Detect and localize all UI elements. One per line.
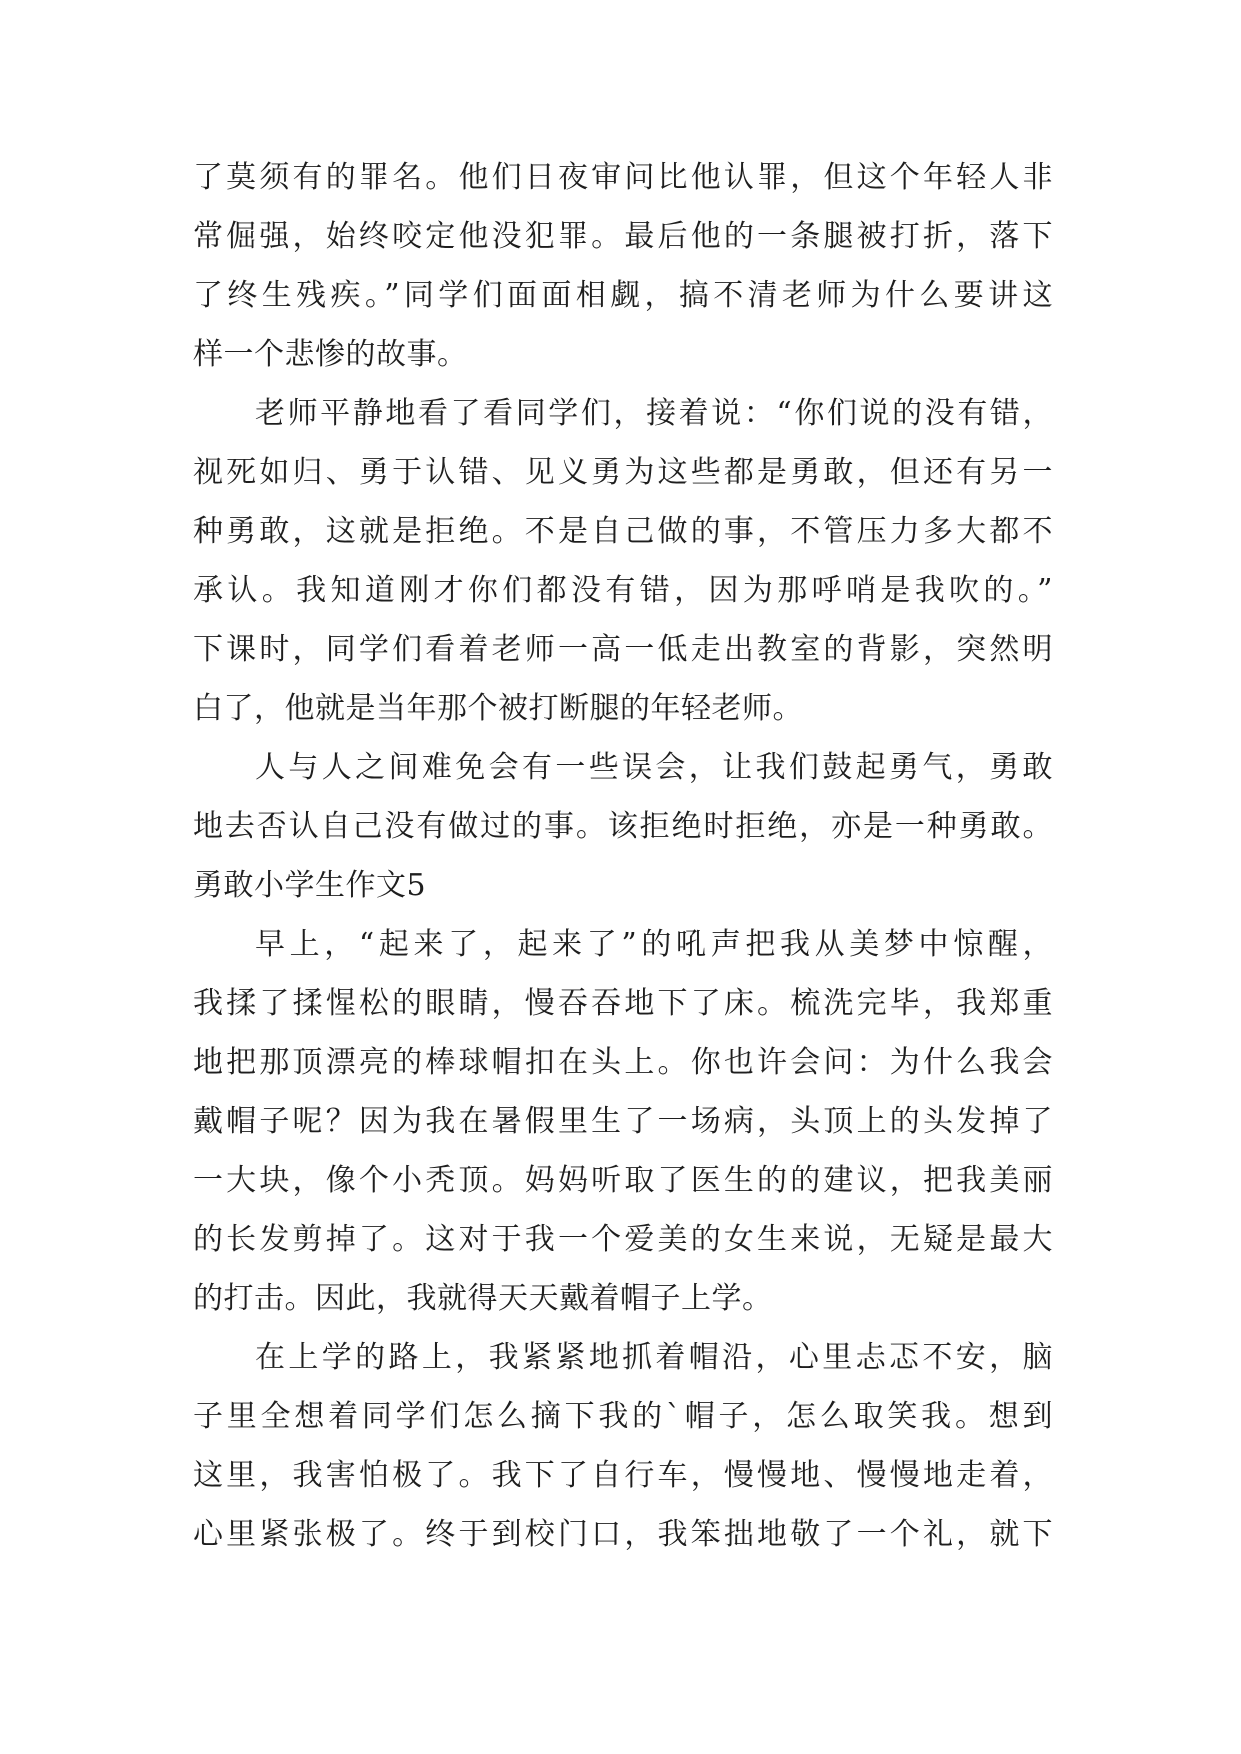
text-line: 人与人之间难免会有一些误会，让我们鼓起勇气，勇敢 xyxy=(255,750,1053,785)
text-line: 样一个悲惨的故事。 xyxy=(193,337,468,372)
text-line: 这里，我害怕极了。我下了自行车，慢慢地、慢慢地走着， xyxy=(193,1458,1053,1493)
text-line: 的长发剪掉了。这对于我一个爱美的女生来说，无疑是最大 xyxy=(193,1222,1053,1257)
body-text xyxy=(193,148,1053,1564)
section-heading: 勇敢小学生作文5 xyxy=(193,868,427,903)
text-line: 白了，他就是当年那个被打断腿的年轻老师。 xyxy=(193,691,803,726)
text-line: 种勇敢，这就是拒绝。不是自己做的事，不管压力多大都不 xyxy=(193,514,1053,549)
text-line: 承认。我知道刚才你们都没有错，因为那呼哨是我吹的。” xyxy=(193,573,1053,608)
text-line: 地把那顶漂亮的棒球帽扣在头上。你也许会问：为什么我会 xyxy=(193,1045,1053,1080)
text-line: 常倔强，始终咬定他没犯罪。最后他的一条腿被打折，落下 xyxy=(193,219,1053,254)
text-line: 老师平静地看了看同学们，接着说：“你们说的没有错， xyxy=(255,396,1053,431)
text-line: 下课时，同学们看着老师一高一低走出教室的背影，突然明 xyxy=(193,632,1053,667)
text-line: 我揉了揉惺松的眼睛，慢吞吞地下了床。梳洗完毕，我郑重 xyxy=(193,986,1053,1021)
text-line: 子里全想着同学们怎么摘下我的`帽子，怎么取笑我。想到 xyxy=(193,1399,1053,1434)
text-line: 在上学的路上，我紧紧地抓着帽沿，心里忐忑不安，脑 xyxy=(255,1340,1053,1375)
text-line: 早上，“起来了，起来了”的吼声把我从美梦中惊醒， xyxy=(255,927,1053,962)
text-line: 心里紧张极了。终于到校门口，我笨拙地敬了一个礼，就下 xyxy=(193,1517,1053,1552)
text-line: 的打击。因此，我就得天天戴着帽子上学。 xyxy=(193,1281,773,1316)
text-line: 一大块，像个小秃顶。妈妈听取了医生的的建议，把我美丽 xyxy=(193,1163,1053,1198)
text-line: 地去否认自己没有做过的事。该拒绝时拒绝，亦是一种勇敢。 xyxy=(193,809,1053,844)
text-line: 戴帽子呢？因为我在暑假里生了一场病，头顶上的头发掉了 xyxy=(193,1104,1053,1139)
text-line: 了莫须有的罪名。他们日夜审问比他认罪，但这个年轻人非 xyxy=(193,160,1053,195)
text-line: 了终生残疾。”同学们面面相觑，搞不清老师为什么要讲这 xyxy=(193,278,1053,313)
text-line: 视死如归、勇于认错、见义勇为这些都是勇敢，但还有另一 xyxy=(193,455,1053,490)
